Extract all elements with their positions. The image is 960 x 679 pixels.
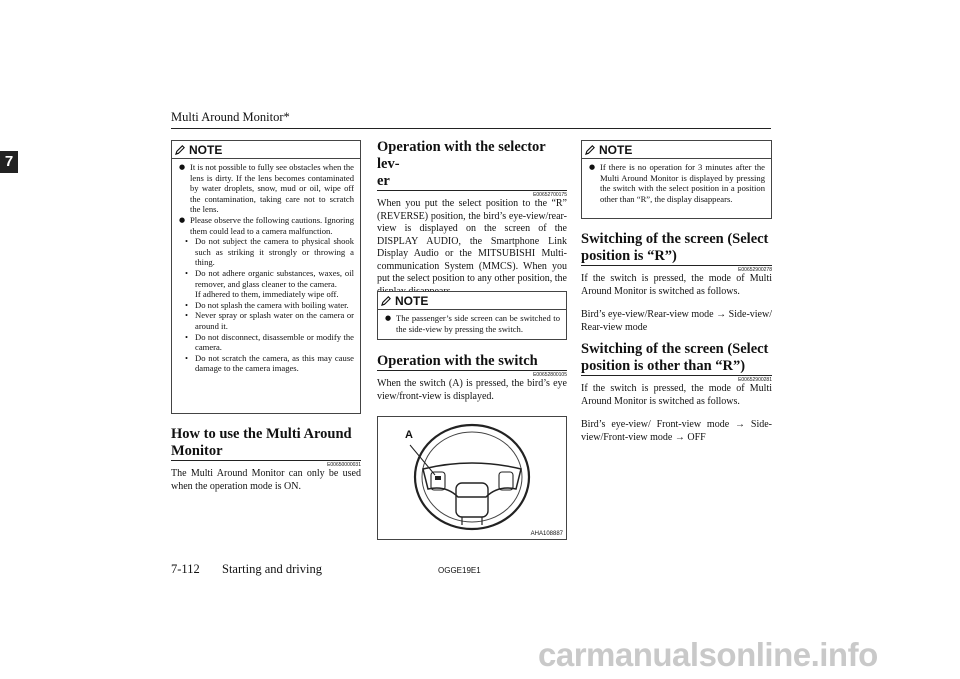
note-box-timeout — [581, 140, 772, 219]
section-heading: Switching of the screen (Select position is other than “R”) — [581, 341, 769, 374]
bullet-icon: ● — [179, 163, 186, 171]
note-sub-text: Do not adhere organic substances, waxes, oil remover, and glass cleaner to the camera. — [195, 267, 354, 289]
figure-code: AHA108887 — [530, 531, 563, 537]
section-code: E00652700175 — [377, 190, 567, 198]
section-body: If the switch is pressed, the mode of Multi Around Monitor is switched as follows. — [581, 273, 772, 297]
note-sub-bullet: • Do not adhere organic substances, waxes, oil remover, and glass cleaner to the camera. — [185, 267, 354, 289]
mode-sequence: Bird’s eye-view/Rear-view mode → Side-view/ Rear-view mode — [581, 309, 772, 333]
section-selector-lever — [377, 139, 567, 298]
note-sub-text: Never spray or splash water on the camera or around it. — [195, 310, 354, 331]
bullet-icon: ● — [179, 215, 186, 224]
section-body: When the switch (A) is pressed, the bird’s eye view/front-view is displayed. — [377, 378, 567, 402]
note-bullet — [588, 162, 765, 204]
note-bullet-text: It is not possible to fully see obstacles when the lens is dirty. If the lens becomes contaminated by water droplets, snow, mud or oil, wipe off the contamination, taking care not to scratch the lens. — [190, 162, 354, 215]
note-sub-text: Do not splash the camera with boiling water. — [195, 299, 349, 310]
section-heading: Switching of the screen (Select position is “R”) — [581, 231, 769, 264]
note-sub-text: Do not scratch the camera, as this may cause damage to the camera images. — [195, 352, 354, 374]
note-bullet-text: Please observe the following cautions. Ignoring them could lead to a camera malfunction. — [190, 214, 354, 236]
note-sub-text: Do not subject the camera to physical shook such as striking it strongly or throwing a thing. — [195, 236, 354, 268]
section-heading: How to use the Multi Around Monitor — [171, 426, 352, 459]
note-bullet — [178, 162, 354, 215]
section-switching-r — [581, 231, 772, 334]
chapter-tab: 7 — [0, 151, 18, 173]
footer-section-name: Starting and driving — [222, 562, 322, 576]
note-bullet — [178, 215, 354, 236]
watermark: carmanualsonline.info — [538, 636, 878, 673]
section-switching-other — [581, 341, 772, 444]
note-body — [378, 310, 566, 338]
section-switch — [377, 353, 567, 403]
section-body: When you put the select position to the “R” (REVERSE) position, the bird’s eye-view/rear-view is displayed on the screen of the DISPLAY AUDIO, the Smartphone Link Display Audio or the MITSUBISHI Multi-communication System (MMCS). When you put the select position to any other position, the — [377, 198, 567, 284]
note-bullet-text: If there is no operation for 3 minutes after the Multi Around Monitor is displayed by pressing the switch with the select position in a position other than “R”, the display disappears. — [600, 162, 765, 204]
note-header — [582, 141, 771, 159]
note-pencil-icon — [381, 295, 392, 306]
bullet-icon: ● — [589, 163, 596, 171]
section-body: The Multi Around Monitor can only be used when the operation mode is ON. — [171, 468, 361, 492]
note-sub-text: Do not disconnect, disassemble or modify the camera. — [195, 331, 354, 353]
note-pencil-icon — [175, 144, 186, 155]
section-body: If the switch is pressed, the mode of Multi Around Monitor is switched as follows. — [581, 383, 772, 407]
note-label: NOTE — [599, 142, 633, 157]
note-body — [582, 159, 771, 208]
note-bullet — [384, 313, 560, 334]
note-bullet-text: The passenger’s side screen can be switched to the side-view by pressing the switch. — [396, 313, 560, 334]
note-box-passenger — [377, 291, 567, 340]
note-header — [172, 141, 360, 159]
section-heading: Operation with the selector lev- er — [377, 139, 546, 189]
steering-wheel-figure — [377, 416, 567, 540]
note-sub-bullet: • Do not subject the camera to physical shook such as striking it strongly or throwing a thing. — [185, 236, 354, 268]
footer-doc-code: OGGE19E1 — [438, 566, 481, 575]
section-code: E00652900281 — [581, 375, 772, 383]
note-sub-bullet: • Do not splash the camera with boiling water. — [185, 299, 349, 310]
bullet-icon: ● — [385, 314, 392, 322]
page-header-title: Multi Around Monitor* — [171, 110, 290, 124]
mode-sequence: Bird’s eye-view/ Front-view mode → Side-view/Front-view mode → OFF — [581, 419, 772, 443]
note-header — [378, 292, 566, 310]
note-pencil-icon — [585, 144, 596, 155]
note-sub-continuation: If adhered to them, immediately wipe off. — [195, 289, 339, 300]
section-code: E00650000031 — [171, 460, 361, 468]
section-how-to-use — [171, 426, 361, 493]
note-label: NOTE — [189, 142, 223, 157]
note-body — [172, 159, 360, 378]
note-box-cautions — [171, 140, 361, 414]
header-divider — [171, 128, 771, 129]
note-sub-bullet: • Do not scratch the camera, as this may cause damage to the camera images. — [185, 352, 354, 374]
note-sub-bullet: • Do not disconnect, disassemble or modify the camera. — [185, 331, 354, 353]
note-label: NOTE — [395, 293, 429, 308]
section-code: E00652800105 — [377, 370, 567, 378]
note-sub-bullet: • Never spray or splash water on the camera or around it. — [185, 310, 354, 331]
section-code: E00652900278 — [581, 265, 772, 273]
section-heading: Operation with the switch — [377, 353, 538, 369]
footer-page-number: 7-112 — [171, 562, 200, 576]
figure-callout-a: A — [405, 429, 413, 441]
